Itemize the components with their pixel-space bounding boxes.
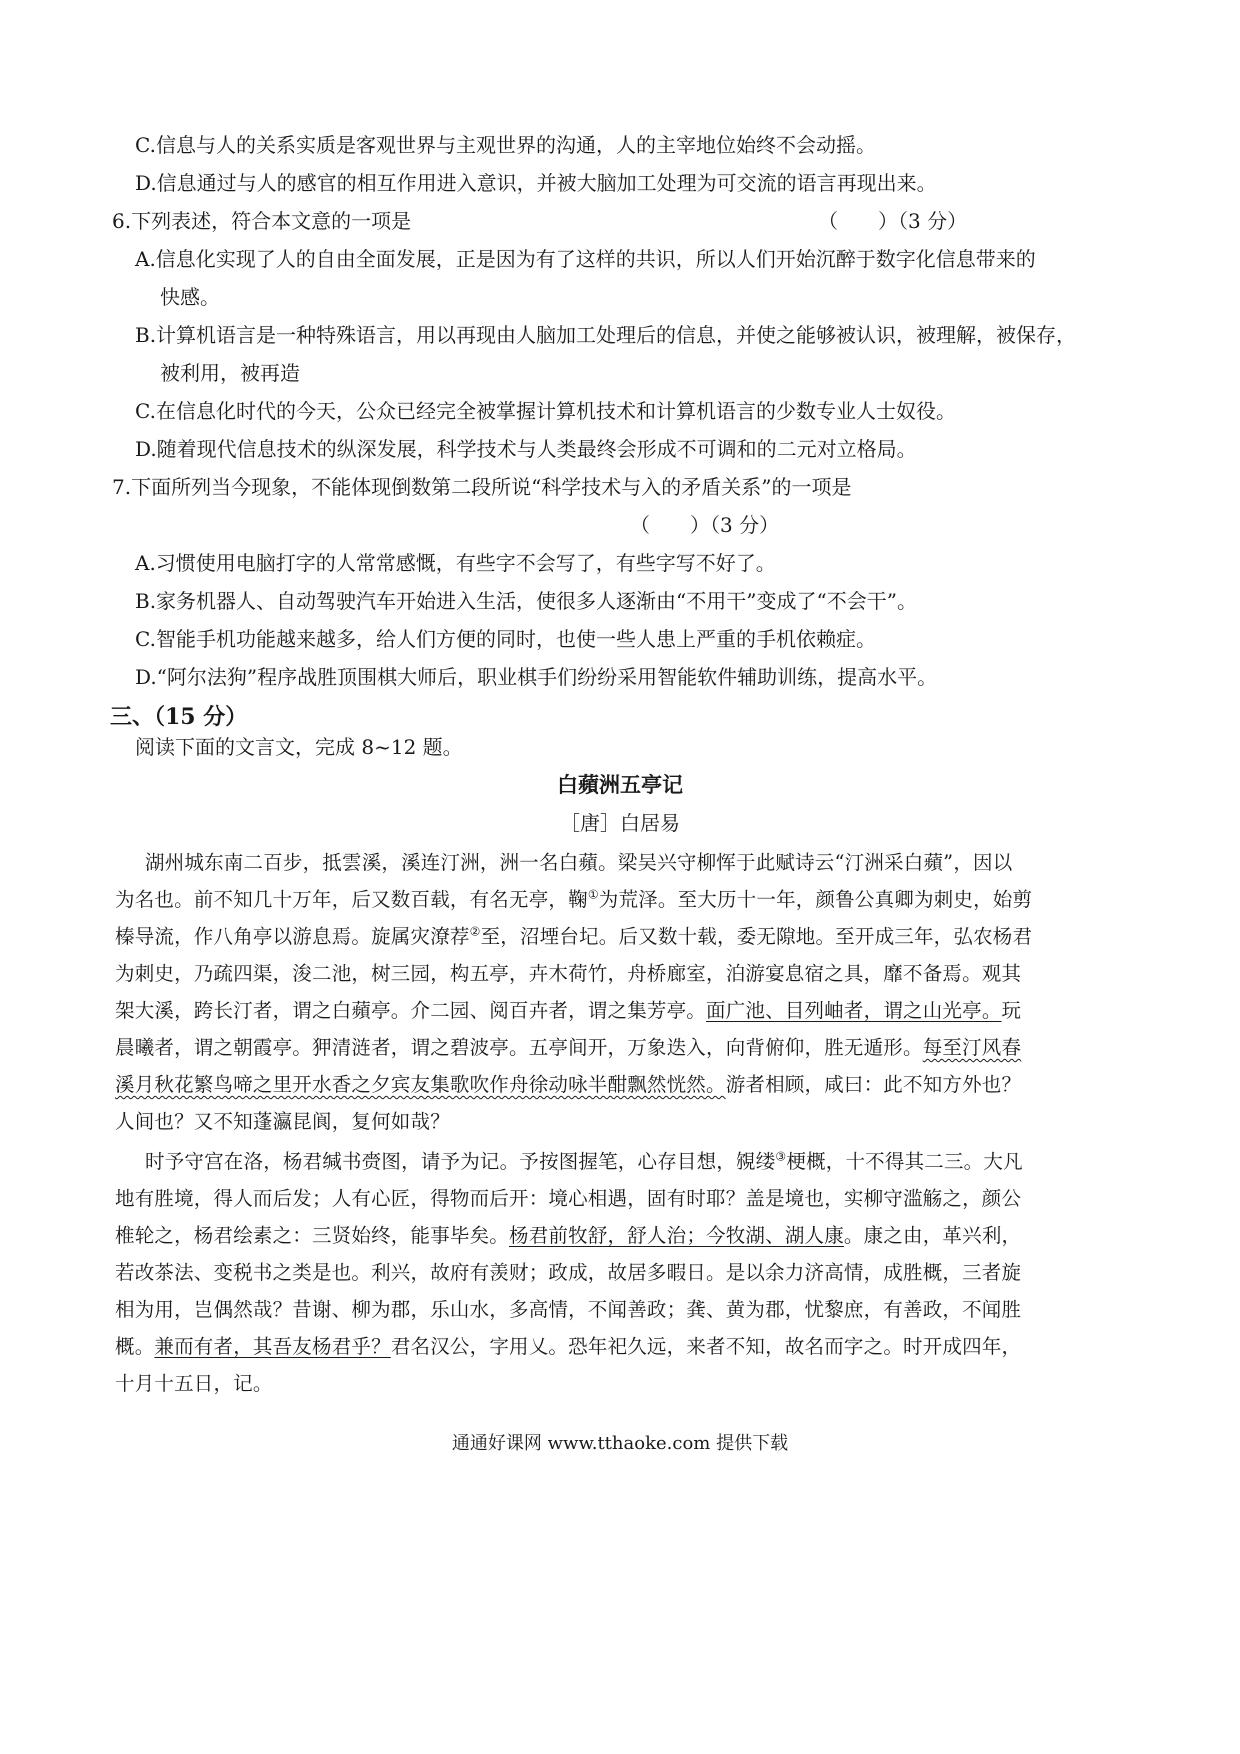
q6-option-d: D.随着现代信息技术的纵深发展，科学技术与人类最终会形成不可调和的二元对立格局。 [135,437,917,461]
passage-line: 湖州城东南二百步，抵雲溪，溪连汀洲，洲一名白蘋。梁吴兴守柳恽于此赋诗云“汀洲采白蘋”，因以 [145,851,1013,874]
passage-line: 椎轮之，杨君绘素之：三贤始终，能事毕矣。杨君前牧舒，舒人治；今牧湖、湖人康。康之由，革兴利， [115,1224,1022,1247]
underlined-sentence: 兼而有者，其吾友杨君乎？ [154,1335,391,1358]
q6-option-a: A.信息化实现了人的自由全面发展，正是因为有了这样的共识，所以人们开始沉醉于数字化信息带来的 [135,247,1036,271]
q5-option-d: D.信息通过与人的感官的相互作用进入意识，并被大脑加工处理为可交流的语言再现出来。 [135,171,937,195]
passage-line: 人间也？又不知蓬瀛昆阆，复何如哉？ [115,1110,450,1133]
q7-option-b: B.家务机器人、自动驾驶汽车开始进入生活，使很多人逐渐由“不用干”变成了“不会干”。 [135,589,917,613]
footnote-marker: ① [587,887,599,902]
q7-stem: 7.下面所列当今现象，不能体现倒数第二段所说“科学技术与入的矛盾关系”的一项是 [112,475,852,499]
passage-line: 地有胜境，得人而后发；人有心匠，得物而后开：境心相遇，固有时耶？盖是境也，实柳守滥觞之，颜公 [115,1187,1022,1210]
section-3-instruction: 阅读下面的文言文，完成 8~12 题。 [135,735,463,759]
passage-line: 架大溪，跨长汀者，谓之白蘋亭。介二园、阅百卉者，谓之集芳亭。面广池、目列岫者，谓之山光亭。玩 [115,999,1022,1022]
passage-line: 相为用，岂偶然哉？昔谢、柳为郡，乐山水，多高情，不闻善政；龚、黄为郡，忧黎庶，有善政，不闻胜 [115,1298,1022,1321]
q7-score: （ ）（3 分） [630,513,780,537]
passage-line: 时予守宫在洛，杨君缄书赍图，请予为记。予按图握笔，心存目想，覙缕③梗概，十不得其二三。大凡 [145,1149,1023,1173]
passage-line: 榛导流，作八角亭以游息焉。旋属灾潦荐②至，沼堙台圮。后又数十载，委无隙地。至开成三年，弘农杨君 [115,924,1033,948]
passage-line: 溪月秋花繁鸟啼之里开水香之夕宾友集歌吹作舟徐动咏半酣飘然恍然。游者相顾，咸曰：此不知方外也？ [115,1073,1022,1096]
q6-option-b-cont: 被利用，被再造 [160,361,300,385]
footnote-marker: ② [469,924,481,939]
q6-option-a-cont: 快感。 [160,285,220,309]
passage-line: 为名也。前不知几十万年，后又数百载，有名无亭，鞠①为荒泽。至大历十一年，颜鲁公真卿为刺史，始剪 [115,887,1033,911]
passage-line: 晨曦者，谓之朝霞亭。狎清涟者，谓之碧波亭。五亭间开，万象迭入，向背俯仰，胜无遁形。每至汀风春 [115,1036,1022,1059]
q6-score: （ ）（3 分） [818,209,968,233]
passage-line: 为刺史，乃疏四渠，浚二池，树三园，构五亭，卉木荷竹，舟桥廊室，泊游宴息宿之具，靡不备焉。观其 [115,962,1022,985]
passage-line: 十月十五日，记。 [115,1372,273,1395]
passage-line: 概。兼而有者，其吾友杨君乎？君名汉公，字用乂。恐年祀久远，来者不知，故名而字之。时开成四年， [115,1335,1022,1358]
passage-title: 白蘋洲五亭记 [557,773,683,797]
underlined-sentence: 面广池、目列岫者，谓之山光亭。 [706,999,1002,1022]
footnote-marker: ③ [775,1149,787,1164]
q6-stem: 6.下列表述，符合本文意的一项是 [112,209,412,233]
q5-option-c: C.信息与人的关系实质是客观世界与主观世界的沟通，人的主宰地位始终不会动摇。 [135,133,876,157]
wavy-underlined-sentence: 每至汀风春 [922,1036,1022,1059]
q7-option-a: A.习惯使用电脑打字的人常常感慨，有些字不会写了，有些字写不好了。 [135,551,776,575]
q7-option-c: C.智能手机功能越来越多，给人们方便的同时，也使一些人患上严重的手机依赖症。 [135,627,876,651]
section-3-heading: 三、（15 分） [110,704,248,730]
q6-option-b: B.计算机语言是一种特殊语言，用以再现由人脑加工处理后的信息，并使之能够被认识，被理解，被保存， [135,323,1077,347]
passage-author: ［唐］白居易 [560,811,680,835]
q7-option-d: D.“阿尔法狗”程序战胜顶围棋大师后，职业棋手们纷纷采用智能软件辅助训练，提高水平。 [135,665,938,689]
q6-option-c: C.在信息化时代的今天，公众已经完全被掌握计算机技术和计算机语言的少数专业人士奴役。 [135,399,956,423]
passage-line: 若改茶法、变税书之类是也。利兴，故府有羡财；政成，故居多暇日。是以余力济高情，成胜概，三者旋 [115,1261,1022,1284]
underlined-sentence: 杨君前牧舒，舒人治；今牧湖、湖人康 [509,1224,844,1247]
wavy-underlined-sentence: 溪月秋花繁鸟啼之里开水香之夕宾友集歌吹作舟徐动咏半酣飘然恍然。 [115,1073,726,1096]
page-footer: 通通好课网 www.tthaoke.com 提供下载 [451,1433,789,1454]
